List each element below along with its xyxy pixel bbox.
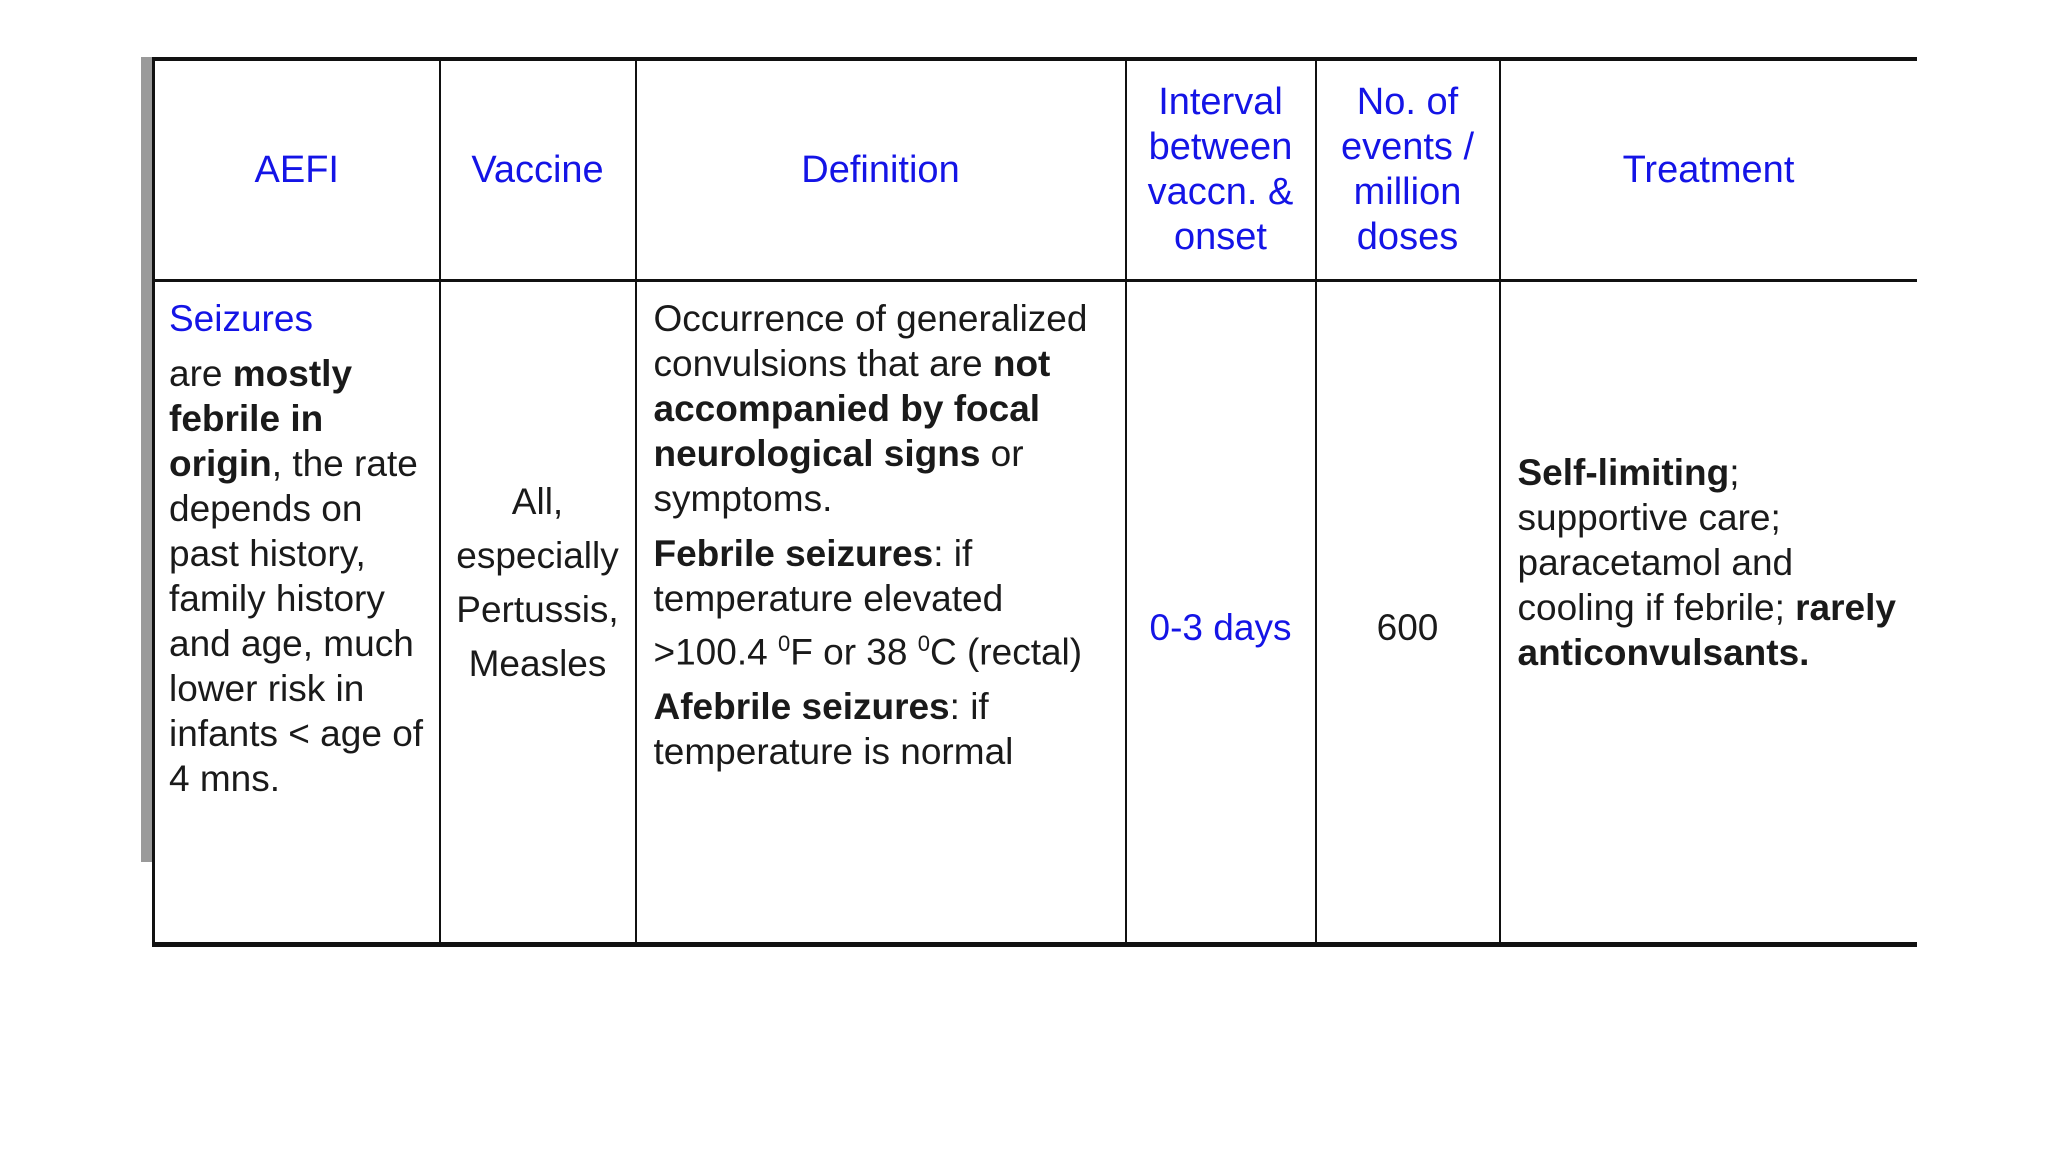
definition-text: F or 38 [790,631,918,673]
header-interval-line: vaccn. & [1147,171,1294,213]
definition-superscript: 0 [917,631,930,656]
header-interval [1126,59,1316,281]
header-events [1316,59,1500,281]
treatment-bold-text: rarely anticonvulsants. [1517,586,1896,673]
header-row [154,59,1917,281]
aefi-bold-text: mostly febrile in origin [169,353,353,484]
definition-paragraph [654,684,1115,774]
aefi-text: are [169,353,233,394]
vaccine-line: especially [456,534,619,576]
definition-paragraph [654,296,1115,521]
table-row [154,281,1917,945]
header-events-line: million [1353,171,1462,213]
definition-text: C (rectal) [929,631,1083,673]
vaccine-line: All, [511,480,564,522]
header-treatment: Treatment [1500,59,1917,281]
header-interval-line: between [1148,126,1293,168]
definition-text: : if temperature is normal [653,686,1014,773]
vaccine-line: Pertussis, [456,588,619,630]
definition-bold-text: Afebrile seizures [653,686,950,728]
header-events-line: doses [1356,216,1459,258]
definition-superscript: 0 [777,631,791,656]
definition-paragraph [654,531,1115,674]
treatment-bold-text: Self-limiting [1517,451,1730,493]
definition-text: : if temperature elevated >100.4 [653,533,1004,673]
header-aefi: AEFI [154,59,440,281]
definition-bold-text: not accompanied by focal neurological signs [653,343,1051,474]
header-events-line: No. of [1356,81,1459,123]
aefi-table [152,57,1917,947]
treatment-text: ; supportive care; paracetamol and cooling if febrile; [1517,451,1796,628]
definition-bold-text: Febrile seizures [653,533,934,574]
left-margin-rule [141,57,152,862]
definition-text: or symptoms. [653,433,1024,519]
vaccine-line: Measles [468,642,607,684]
header-vaccine: Vaccine [440,59,636,281]
aefi-text: , the rate depends on past history, family history and age, much lower risk in infants < age of 4 mns. [169,443,424,799]
cell-vaccine [440,281,636,945]
header-definition: Definition [636,59,1126,281]
header-interval-line: Interval [1158,81,1283,123]
header-events-line: events / [1340,126,1475,168]
cell-aefi [154,281,440,945]
cell-events: 600 [1316,281,1500,945]
definition-text: Occurrence of generalized convulsions that are [653,298,1088,384]
cell-interval: 0-3 days [1126,281,1316,945]
header-interval-line: onset [1174,216,1267,258]
aefi-title: Seizures [169,298,313,339]
cell-definition [636,281,1126,945]
cell-treatment [1500,281,1917,945]
